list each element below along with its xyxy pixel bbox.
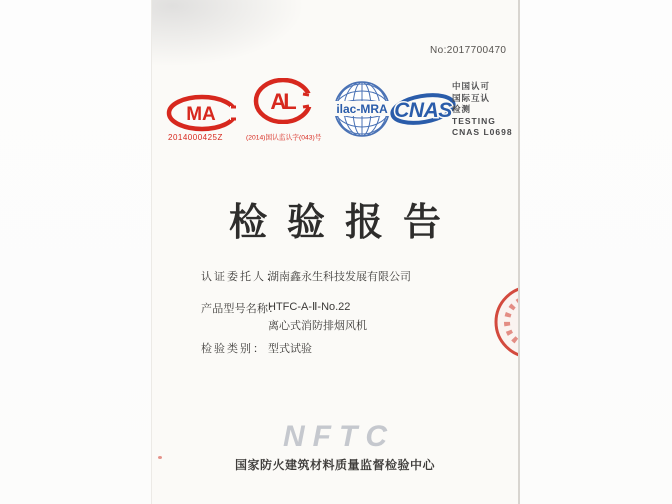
category-label: 检验类别：: [201, 343, 266, 355]
cnas-accreditation-text: [452, 81, 513, 139]
report-title: 检验报告: [228, 202, 461, 244]
cnas-line: CNAS L0698: [452, 127, 513, 137]
cal-accreditation-icon: [252, 78, 314, 129]
cnas-letters: CNAS: [394, 99, 452, 122]
product-label: 产品型号名称：: [201, 303, 280, 315]
product-model-value: HTFC-A-Ⅱ-No.22: [268, 301, 351, 313]
cnas-line: 国际互认: [452, 92, 491, 103]
inspection-center-name: 国家防火建筑材料质量监督检验中心: [234, 458, 435, 472]
cma-cert-number: 2014000425Z: [168, 133, 223, 142]
scan-fold-shadow: [152, 0, 322, 75]
cnas-icon: [390, 86, 456, 137]
nftc-logo: NFTC: [283, 420, 395, 453]
cnas-line: 检测: [452, 104, 472, 114]
report-page: [151, 0, 520, 504]
cma-accreditation-icon: [165, 94, 239, 137]
cal-letters: AL: [270, 89, 294, 114]
ilac-mra-icon: [333, 80, 391, 143]
cnas-line: TESTING: [452, 115, 496, 126]
applicant-label: 认证委托人：: [201, 271, 279, 283]
report-number: No:2017700470: [430, 45, 507, 56]
product-name-value: 离心式消防排烟风机: [268, 320, 367, 332]
cma-letters: MA: [186, 104, 216, 125]
red-seal-partial: [493, 284, 520, 360]
cnas-line: 中国认可: [452, 81, 491, 91]
cal-cert-number: (2014)国认监认字(043)号: [246, 134, 322, 142]
ilac-mra-label: ilac-MRA: [336, 102, 388, 116]
category-value: 型式试验: [268, 343, 312, 355]
applicant-value: 湖南鑫永生科技发展有限公司: [268, 271, 411, 283]
